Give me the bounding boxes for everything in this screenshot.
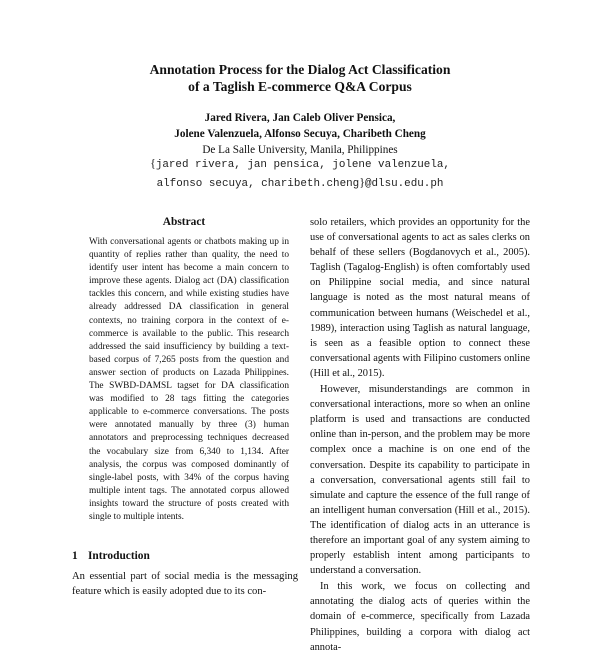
email-line-2 <box>0 174 600 193</box>
abstract-heading: Abstract <box>162 216 206 228</box>
email-domain: @dlsu.edu.ph <box>364 177 444 190</box>
paper-title-line-2: of a Taglish E-commerce Q&A Corpus <box>188 79 412 94</box>
author-line-2: Jolene Valenzuela, Alfonso Secuya, Charibeth Cheng <box>174 128 426 140</box>
paper-title-line-1: Annotation Process for the Dialog Act Classification <box>149 62 451 77</box>
email-names-2: alfonso secuya, charibeth.cheng <box>156 177 360 190</box>
right-paragraph-2: However, misunderstandings are common in conversational interactions, more so when an online platform is used and transactions are conducted online than in-person, and the problem may be more complex once a machine is on one end of the conversation. Despite its capability to participate in a conversation, conversational agents still fail to simulate and capture the essence of the full range of an intelligent human conversation (Hill et al., 2015). The identification of dialog acts in an utterance is therefore an important goal of any system aiming to properly establish intent among participants to understand a conversation. <box>310 384 530 577</box>
author-line-1: Jared Rivera, Jan Caleb Oliver Pensica, <box>204 112 396 124</box>
email-close-brace: } <box>359 174 365 189</box>
author-emails <box>0 155 600 192</box>
section-number: 1 <box>72 550 78 562</box>
paper-title <box>0 61 600 95</box>
right-column <box>310 215 530 655</box>
introduction-body: An essential part of social media is the messaging feature which is easily adopted due to its con- <box>72 571 298 598</box>
email-line-1 <box>0 155 600 174</box>
affiliation: De La Salle University, Manila, Philippines <box>202 144 398 156</box>
author-list <box>0 110 600 142</box>
section-title: Introduction <box>88 550 150 562</box>
email-names-1: jared rivera, jan pensica, jolene valenzuela, <box>155 159 450 171</box>
abstract-body: With conversational agents or chatbots making up in quantity of replies rather than quality, the need to identify user intent has become a main concern to improve these agents. Dialog act (DA) classification tackles this concern, and while existing studies have already addressed DA classification in general contexts, no training corpora in the context of e-commerce is available to the public. This research addressed the said insufficiency by building a text-based corpus of 7,265 posts from the question and answer section of products on Lazada Philippines. The SWBD-DAMSL tagset for DA classification was modified to 28 tags fitting the categories applicable to e-commerce conversations. The posts were annotated manually by three (3) human annotators and preprocessing techniques decreased the vocabulary size from 6,340 to 1,134. After analysis, the corpus was composed dominantly of single-label posts, with 34% of the corpus having multiple intent tags. The annotated corpus allowed insights toward the structure of posts created with single to multiple intents. <box>89 237 289 522</box>
section-heading-introduction <box>72 549 302 563</box>
email-open-brace: { <box>150 156 156 170</box>
right-paragraph-3: In this work, we focus on collecting and annotating the dialog acts of queries within the domain of e-commerce, specifically from Lazada Philippines, building a corpora with dialog act annota- <box>310 581 530 653</box>
right-paragraph-1: solo retailers, which provides an opportunity for the use of conversational agents to act as sales clerks on behalf of these sellers (Bogdanovych et al., 2005). Taglish (Tagalog-English) is often comfortably used on Philippine social media, and since natural language is noted as the most natural means of communication between humans (Weischedel et al., 1989), interaction using Taglish as natural language, is seen as a feasible option to connect these conversational agents with Filipino customers online (Hill et al., 2015). <box>310 217 530 379</box>
